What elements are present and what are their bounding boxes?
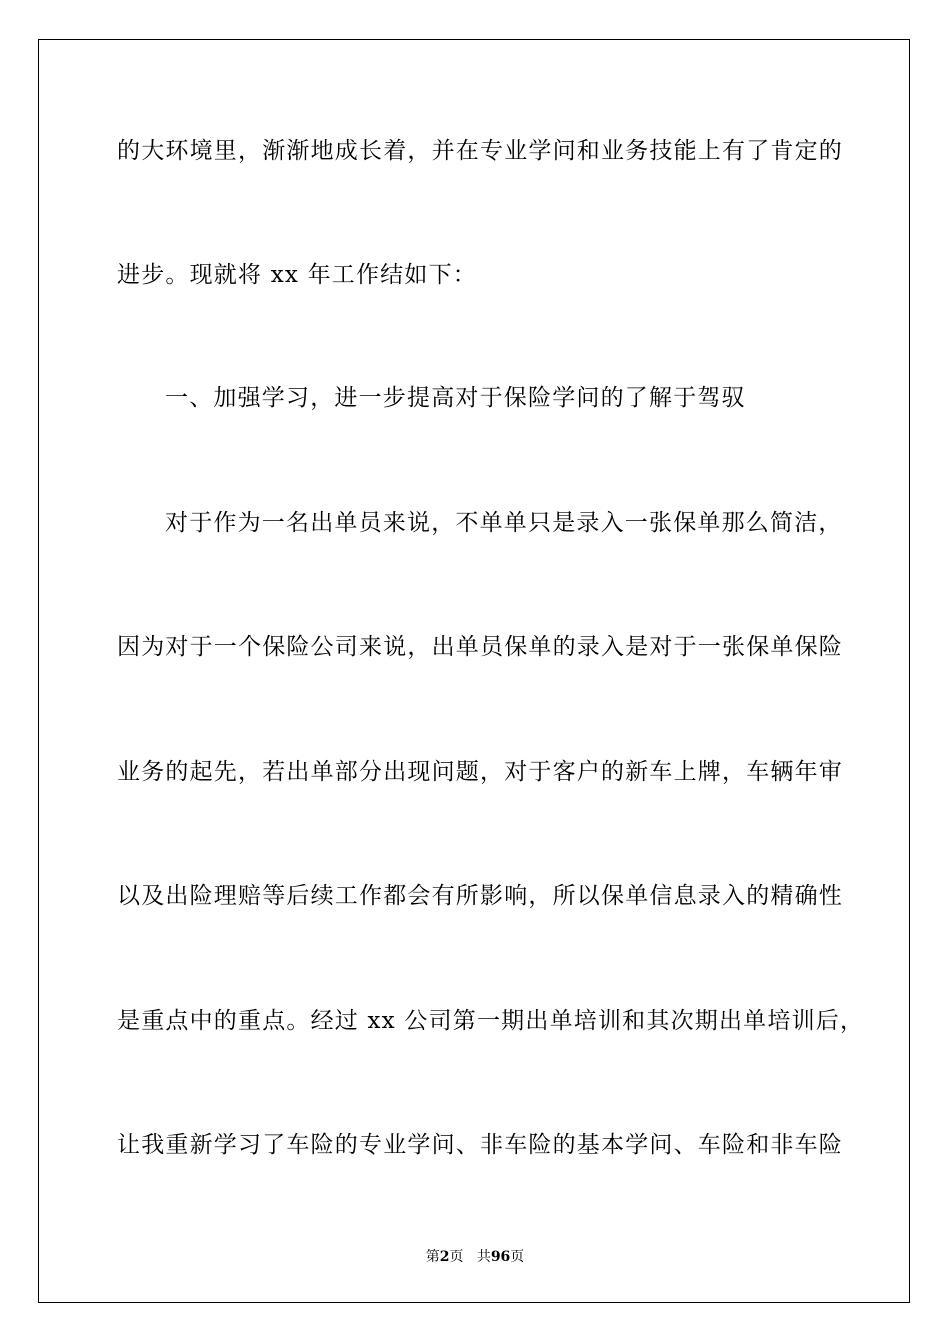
page-suffix: 页 — [449, 1249, 464, 1265]
total-suffix: 页 — [510, 1249, 525, 1265]
body-line: 对于作为一名出单员来说，不单单只是录入一张保单那么简洁， — [165, 510, 843, 536]
body-line: 以及出险理赔等后续工作都会有所影响，所以保单信息录入的精确性 — [117, 883, 843, 909]
body-line: 的大环境里，渐渐地成长着，并在专业学问和业务技能上有了肯定的 — [117, 138, 843, 164]
total-prefix: 共 — [476, 1249, 491, 1265]
body-line: 进步。现就将 xx 年工作结如下： — [117, 262, 477, 288]
body-line: 让我重新学习了车险的专业学问、非车险的基本学问、车险和非车险 — [117, 1132, 843, 1158]
body-line: 业务的起先，若出单部分出现问题，对于客户的新车上牌，车辆年审 — [117, 759, 843, 785]
page-number: 2 — [439, 1249, 450, 1265]
section-heading: 一、加强学习，进一步提高对于保险学问的了解于驾驭 — [165, 385, 746, 411]
body-line: 是重点中的重点。经过 xx 公司第一期出单培训和其次期出单培训后， — [117, 1008, 865, 1034]
total-pages: 96 — [490, 1249, 511, 1265]
page-prefix: 第 — [425, 1249, 440, 1265]
page-border — [38, 39, 910, 1303]
body-line: 因为对于一个保险公司来说，出单员保单的录入是对于一张保单保险 — [117, 634, 843, 660]
page-footer — [0, 1248, 950, 1266]
